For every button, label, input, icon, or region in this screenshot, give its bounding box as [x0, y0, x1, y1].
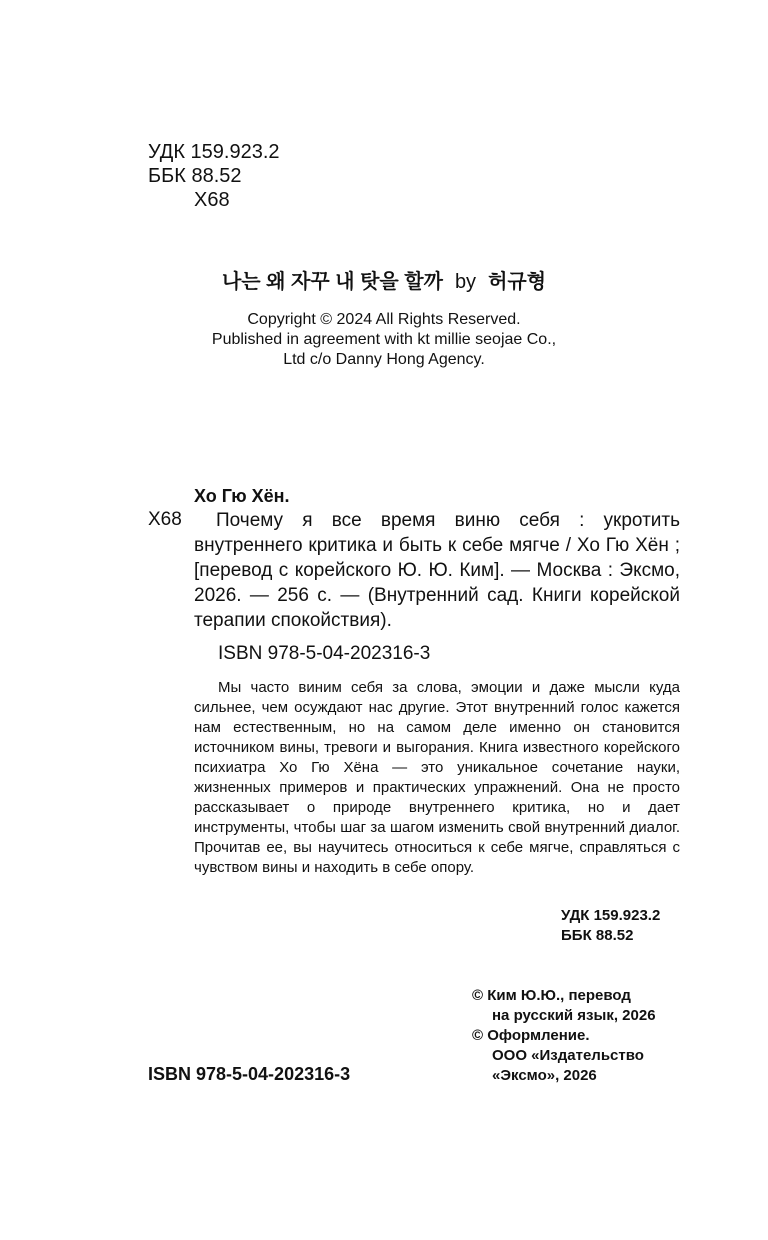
isbn-bottom: ISBN 978-5-04-202316-3 — [148, 1064, 351, 1084]
author-mark: Х68 — [194, 189, 230, 211]
translation-copyright-cont: на русский язык, 2026 — [492, 1007, 656, 1024]
copyright-line: Copyright © 2024 All Rights Reserved. — [247, 311, 521, 328]
bbk-code: ББК 88.52 — [148, 165, 242, 187]
by-word: by — [454, 271, 477, 293]
original-title-line — [0, 265, 768, 294]
design-copyright-cont: «Эксмо», 2026 — [492, 1067, 597, 1084]
design-copyright-cont: ООО «Издательство — [492, 1047, 644, 1064]
bibliographic-description: Почему я все время виню себя : укротить внутреннего критика и быть к себе мягче / Хо Гю Хён ; [перевод с корейского Ю. Ю. Ким]. — Москва : Эксмо, 2026. — 256 с. — (Внутренний сад. Книги корейской терапии спокойствия). — [194, 510, 680, 631]
udk-block — [148, 140, 280, 212]
copyright-notice — [0, 310, 768, 370]
annotation: Мы часто виним себя за слова, эмоции и даже мысли куда сильнее, чем осуждают нас другие. Этот внутренний голос кажется нам естественным, но на самом деле именно он становится источником вины, тревоги и выгорания. Книга известного корейского психиатра Хо Гю Хёна — это уникальное сочетание науки, жизненных примеров и практических упражнений. Она не просто рассказывает о природе внутреннего критика, но и дает инструменты, чтобы шаг за шагом изменить свой внутренний диалог. Прочитав ее, вы научитесь относиться к себе мягче, справляться с чувством вины и находить в себе опору. — [194, 679, 680, 876]
classification-codes — [561, 906, 660, 946]
copyright-line: Published in agreement with kt millie seojae Co., — [211, 331, 557, 348]
udk-code-bold: УДК 159.923.2 — [561, 907, 661, 924]
original-title: 나는 왜 자꾸 내 탓을 할까 — [221, 271, 443, 293]
udk-code: УДК 159.923.2 — [148, 141, 280, 163]
record-author-mark: Х68 — [148, 509, 182, 530]
original-author: 허규형 — [488, 271, 547, 293]
copyright-block — [472, 986, 656, 1086]
bbk-code-bold: ББК 88.52 — [561, 927, 634, 944]
record-author-heading: Хо Гю Хён. — [194, 486, 290, 506]
copyright-line: Ltd c/o Danny Hong Agency. — [283, 351, 485, 368]
record-isbn: ISBN 978-5-04-202316-3 — [218, 643, 431, 664]
translation-copyright: © Ким Ю.Ю., перевод — [472, 987, 631, 1004]
design-copyright: © Оформление. — [472, 1027, 590, 1044]
